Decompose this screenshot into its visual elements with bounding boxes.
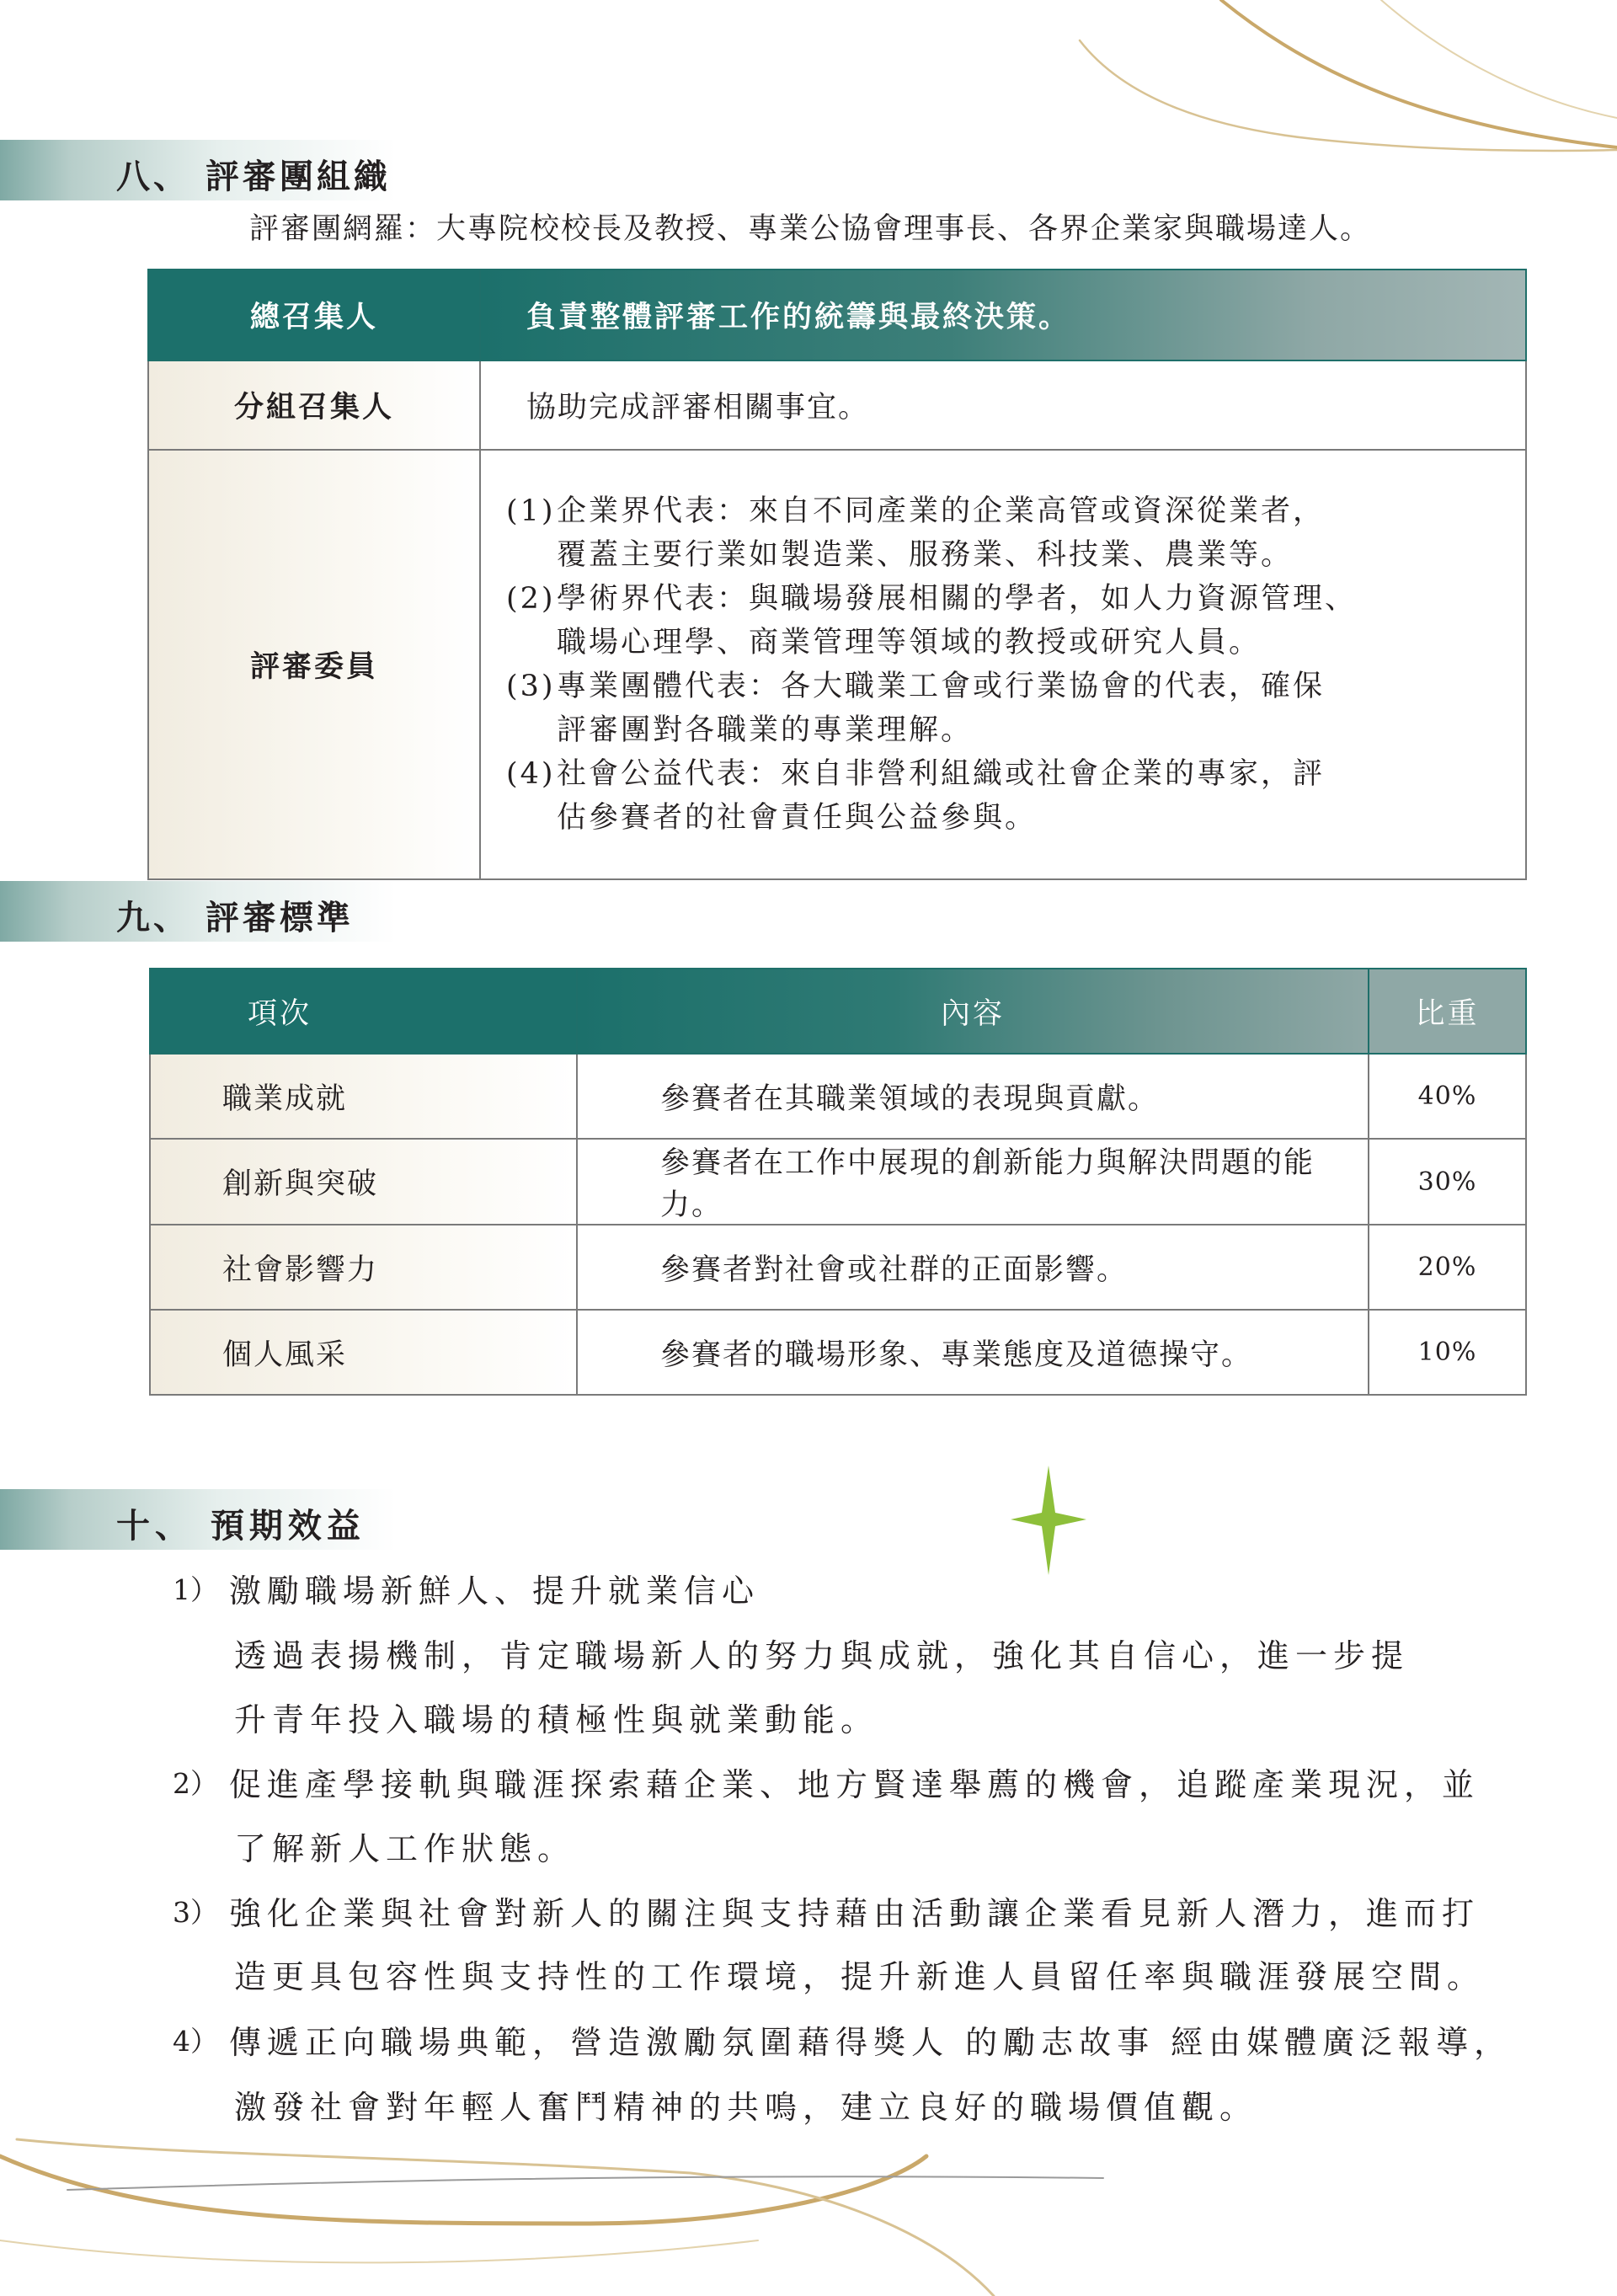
list-item-number: 1） [173,1573,218,1606]
list-item-text: 專業團體代表：各大職業工會或行業協會的代表，確保 評審團對各職業的專業理解。 [557,670,1326,747]
column-header-weight: 比重 [1369,969,1526,1054]
bottom-left-swoosh [0,2139,1103,2296]
role-group-convener-desc: 協助完成評審相關事宜。 [480,360,1526,450]
benefit-3-line: 造更具包容性與支持性的工作環境，提升新進人員留任率與職涯發展空間。 [234,1958,1486,1995]
list-item-number: (1) [506,494,556,528]
benefit-3-title: 強化企業與社會對新人的關注與支持藉由活動讓企業看見新人潛力，進而打 [229,1895,1481,1932]
section-8-intro: 評審團網羅：大專院校校長及教授、專業公協會理事長、各界企業家與職場達人。 [249,212,1372,246]
jury-member-list [480,450,1526,879]
benefit-4-line: 激發社會對年輕人奮鬥精神的共鳴，建立良好的職場價值觀。 [234,2089,1258,2126]
criteria-content: 參賽者的職場形象、專業態度及道德操守。 [577,1310,1369,1395]
section-9-title: 九、 評審標準 [116,898,354,937]
table-row [148,450,1526,879]
role-chief-convener-desc: 負責整體評審工作的統籌與最終決策。 [480,270,1526,360]
jury-organization-table [147,269,1527,880]
column-header-content: 內容 [577,969,1369,1054]
benefit-2-title: 促進產學接軌與職涯探索藉企業、地方賢達舉薦的機會，追蹤產業現況，並 [229,1766,1481,1803]
list-item-number: (4) [506,757,556,791]
role-group-convener: 分組召集人 [148,360,480,450]
top-right-swoosh [1080,0,1617,151]
sparkle-icon [1011,1466,1086,1575]
criteria-item: 社會影響力 [150,1225,577,1310]
section-8-heading-bar [0,140,396,200]
role-chief-convener: 總召集人 [148,270,480,360]
table-row [148,270,1526,360]
list-item-number: (2) [506,582,556,616]
benefit-2-line: 了解新人工作狀態。 [234,1830,576,1867]
criteria-item: 個人風采 [150,1310,577,1395]
criteria-weight: 10% [1369,1310,1526,1395]
list-item-number: (3) [506,670,556,703]
list-item-text: 學術界代表：與職場發展相關的學者，如人力資源管理、 職場心理學、商業管理等領域的教授或研究人員。 [557,582,1358,659]
judging-criteria-table [149,968,1527,1396]
list-item-number: 3） [173,1896,218,1929]
criteria-weight: 30% [1369,1139,1526,1225]
benefit-1-line: 透過表揚機制，肯定職場新人的努力與成就，強化其自信心，進一步提 [234,1637,1410,1674]
table-row [150,1310,1526,1395]
list-item [506,752,1508,840]
table-row [150,969,1526,1054]
table-row [148,360,1526,450]
section-9-heading-bar [0,881,396,942]
section-8-title: 八、 評審團組織 [116,157,391,196]
section-10-heading-bar [0,1489,396,1550]
criteria-item: 職業成就 [150,1054,577,1139]
list-item [506,665,1508,752]
criteria-item: 創新與突破 [150,1139,577,1225]
list-item [506,489,1508,577]
criteria-content: 參賽者在其職業領域的表現與貢獻。 [577,1054,1369,1139]
table-row [150,1139,1526,1225]
section-10-title: 十、 預期效益 [116,1506,366,1546]
list-item [506,577,1508,665]
benefit-1-line: 升青年投入職場的積極性與就業動能。 [234,1701,879,1738]
list-item-text: 社會公益代表：來自非營利組織或社會企業的專家，評 估參賽者的社會責任與公益參與。 [557,757,1326,835]
list-item-text: 企業界代表：來自不同產業的企業高管或資深從業者， 覆蓋主要行業如製造業、服務業、科技業、農業等。 [557,494,1326,572]
list-item-number: 4） [173,2025,218,2058]
table-row [150,1225,1526,1310]
list-item-number: 2） [173,1767,218,1800]
criteria-content: 參賽者對社會或社群的正面影響。 [577,1225,1369,1310]
benefit-4-title: 傳遞正向職場典範，營造激勵氛圍藉得獎人 的勵志故事 經由媒體廣泛報導， [229,2024,1513,2061]
column-header-item: 項次 [150,969,577,1054]
benefit-1-title: 激勵職場新鮮人、提升就業信心 [229,1572,760,1610]
criteria-weight: 20% [1369,1225,1526,1310]
table-row [150,1054,1526,1139]
criteria-content: 參賽者在工作中展現的創新能力與解決問題的能力。 [577,1139,1369,1225]
criteria-weight: 40% [1369,1054,1526,1139]
role-jury-member: 評審委員 [148,450,480,879]
